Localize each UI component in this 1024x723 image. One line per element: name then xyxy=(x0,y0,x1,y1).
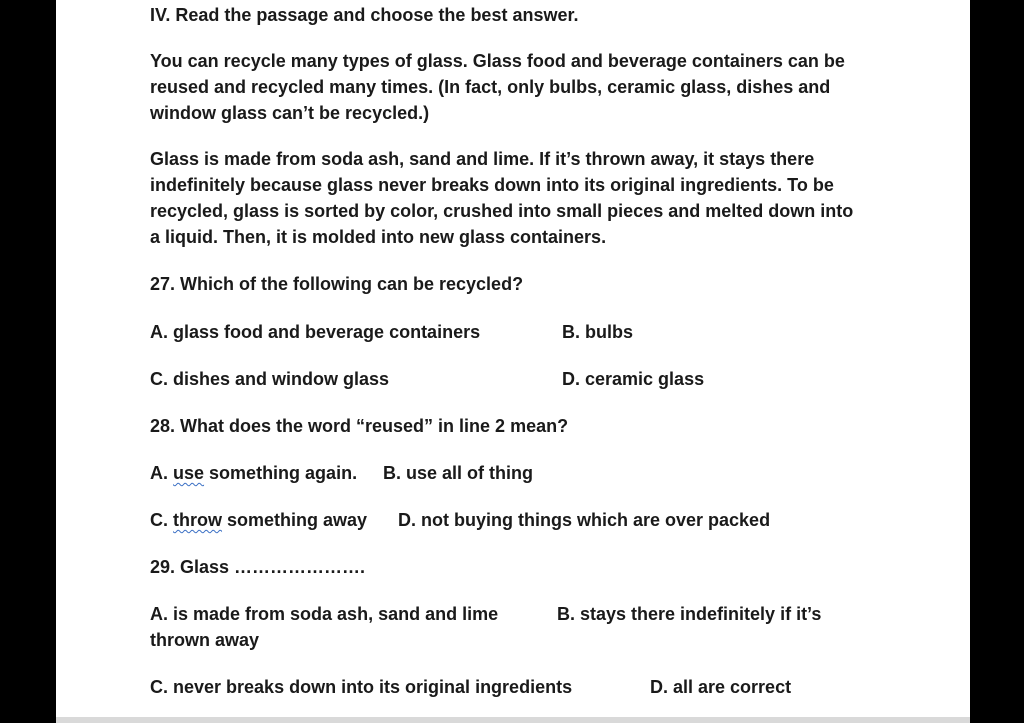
spellcheck-underlined-word: throw xyxy=(173,510,223,530)
question-27-option-c[interactable]: C. dishes and window glass xyxy=(150,369,390,389)
page-bottom-edge xyxy=(56,717,970,723)
section-heading: IV. Read the passage and choose the best answer. xyxy=(150,5,579,25)
question-28-option-b[interactable]: B. use all of thing xyxy=(383,463,534,483)
question-29-option-c[interactable]: C. never breaks down into its original ingredients xyxy=(150,677,573,697)
question-28-option-d[interactable]: D. not buying things which are over packed xyxy=(398,510,771,530)
option-prefix: A. xyxy=(150,463,174,483)
option-text: something away xyxy=(222,510,368,530)
question-29-option-b[interactable]: B. stays there indefinitely if it’s xyxy=(557,604,822,624)
question-29-option-b-continued: thrown away xyxy=(150,630,260,650)
question-28-option-a[interactable] xyxy=(150,460,357,486)
question-27-option-a[interactable]: A. glass food and beverage containers xyxy=(150,322,481,342)
passage-paragraph-1: You can recycle many types of glass. Glass food and beverage containers can be reused and recycled many times. (In fact, only bulbs, ceramic glass, dishes and window glass can’t be recycled.) xyxy=(150,51,845,123)
question-27-stem: 27. Which of the following can be recycled? xyxy=(150,274,524,294)
passage-paragraph-2: Glass is made from soda ash, sand and lime. If it’s thrown away, it stays there indefinitely because glass never breaks down into its original ingredients. To be recycled, glass is sorted by color, crushed into small pieces and melted down into a liquid. Then, it is molded into new glass containers. xyxy=(150,149,854,247)
question-29-option-d[interactable]: D. all are correct xyxy=(650,677,792,697)
question-28-option-c[interactable] xyxy=(150,507,367,533)
question-29-stem: 29. Glass …………………. xyxy=(150,557,366,577)
question-28-stem: 28. What does the word “reused” in line 2 mean? xyxy=(150,416,569,436)
question-27-option-b[interactable]: B. bulbs xyxy=(562,322,633,342)
option-prefix: C. xyxy=(150,510,174,530)
option-text: something again. xyxy=(204,463,358,483)
spellcheck-underlined-word: use xyxy=(173,463,205,483)
question-27-option-d[interactable]: D. ceramic glass xyxy=(562,369,705,389)
question-29-option-a[interactable]: A. is made from soda ash, sand and lime xyxy=(150,604,499,624)
